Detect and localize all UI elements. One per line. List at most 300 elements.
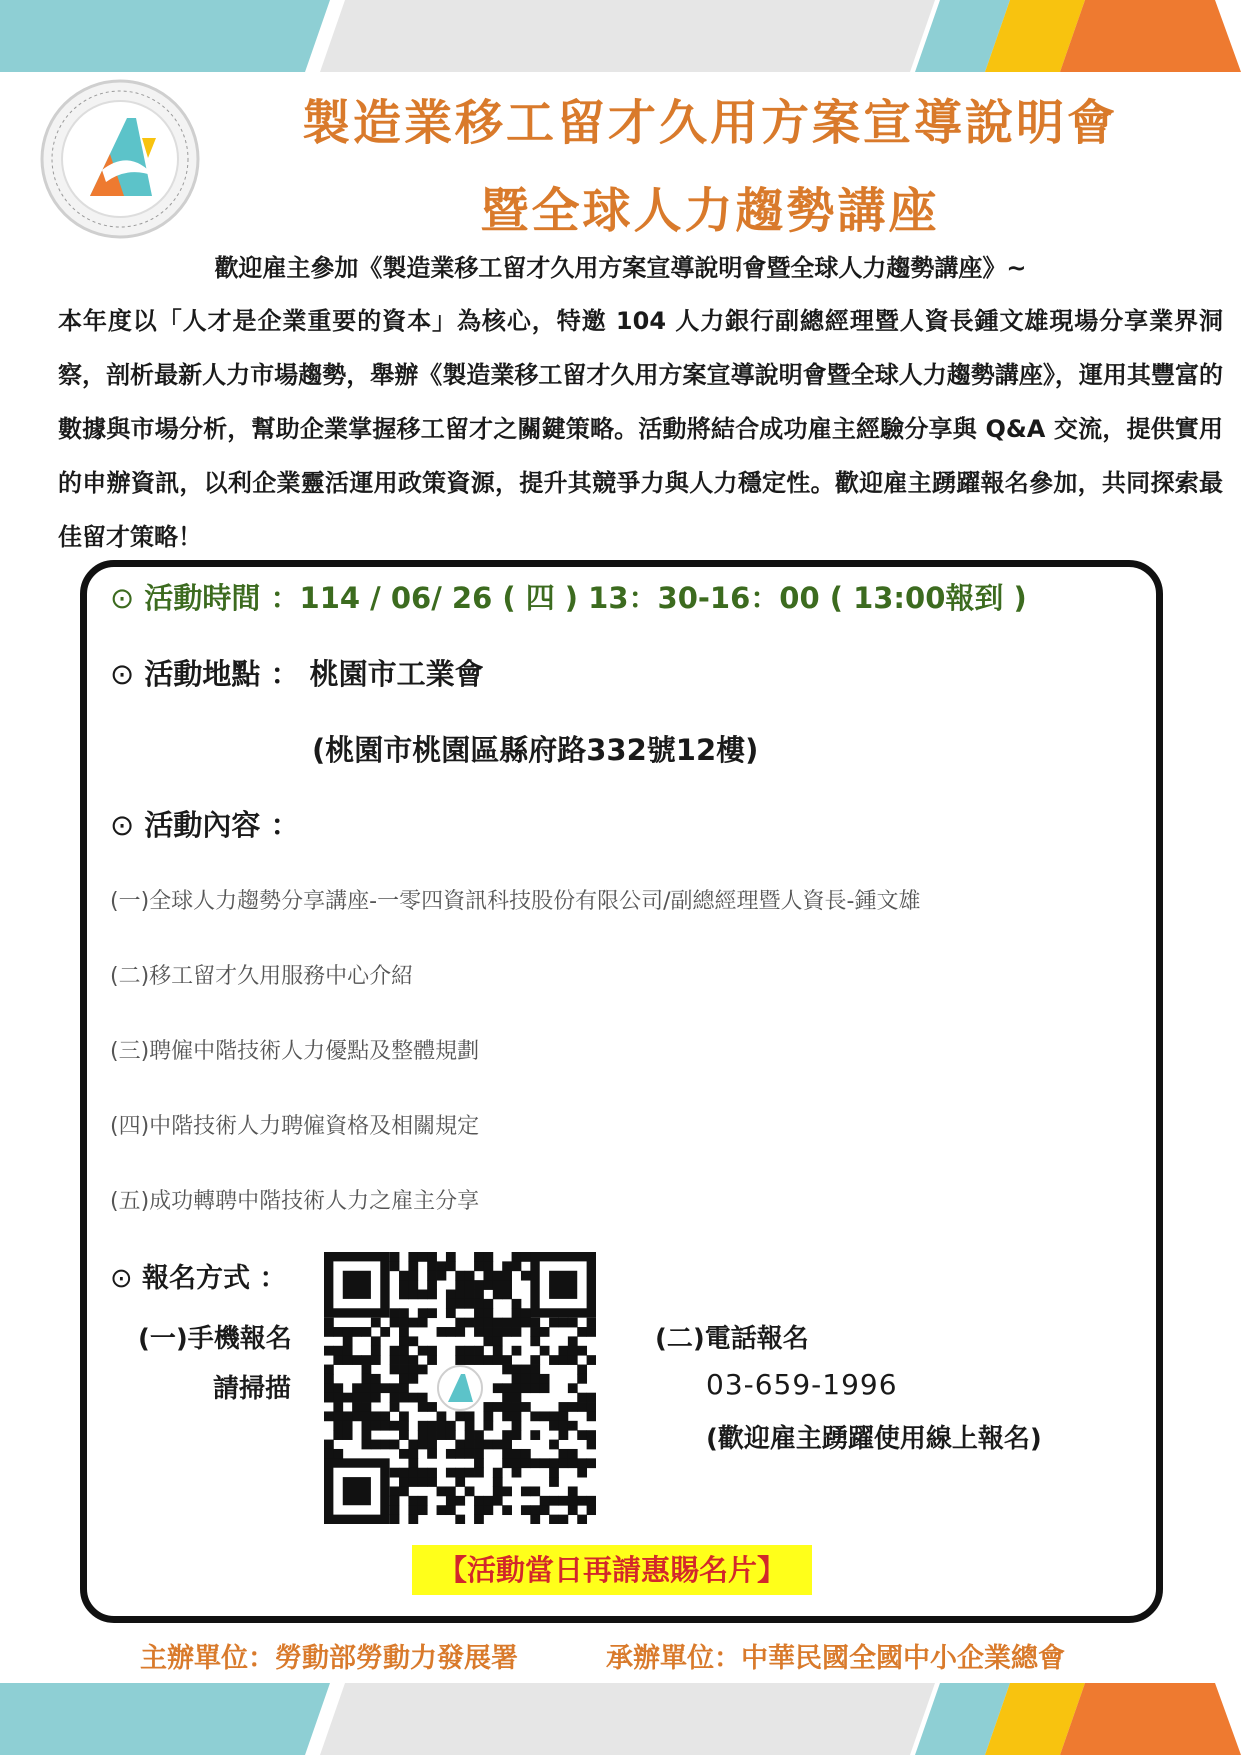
qr-module xyxy=(446,1327,456,1337)
qr-module xyxy=(568,1346,578,1356)
qr-module xyxy=(446,1505,456,1515)
band-grey xyxy=(320,1683,935,1755)
qr-module xyxy=(399,1355,409,1365)
qr-module xyxy=(521,1308,531,1318)
event-time-label: 活動時間 xyxy=(144,581,261,615)
qr-module xyxy=(455,1515,465,1524)
qr-module xyxy=(521,1365,531,1375)
qr-module xyxy=(352,1393,362,1403)
qr-module xyxy=(333,1411,343,1421)
event-place-value: ： 桃園市工業會 xyxy=(270,657,484,691)
qr-module xyxy=(408,1468,418,1478)
qr-module xyxy=(587,1496,596,1506)
qr-module xyxy=(512,1421,522,1431)
qr-module xyxy=(530,1374,540,1384)
qr-module xyxy=(362,1440,372,1450)
qr-module xyxy=(455,1440,465,1450)
qr-module xyxy=(530,1430,540,1440)
qr-module xyxy=(540,1374,550,1384)
qr-module xyxy=(587,1440,596,1450)
qr-module xyxy=(540,1411,550,1421)
qr-module xyxy=(408,1290,418,1300)
qr-module xyxy=(587,1430,596,1440)
qr-module xyxy=(371,1393,381,1403)
qr-module xyxy=(483,1355,493,1365)
event-info-card xyxy=(80,560,1163,1623)
qr-module xyxy=(502,1486,512,1496)
qr-module xyxy=(493,1477,503,1487)
qr-module xyxy=(333,1449,343,1459)
qr-module xyxy=(427,1355,437,1365)
qr-module xyxy=(483,1327,493,1337)
phone-number: 03-659-1996 xyxy=(706,1368,898,1401)
qr-module xyxy=(371,1336,381,1346)
poster-title-line1: 製造業移工留才久用方案宣導說明會 xyxy=(301,95,1118,151)
qr-module xyxy=(493,1402,503,1412)
register-row xyxy=(110,1256,286,1295)
qr-module xyxy=(577,1365,587,1375)
band-teal xyxy=(0,0,330,72)
qr-module xyxy=(521,1486,531,1496)
center-logo xyxy=(32,78,208,240)
qr-module xyxy=(540,1383,550,1393)
qr-module xyxy=(399,1449,409,1459)
qr-module xyxy=(362,1430,372,1440)
qr-module xyxy=(493,1468,503,1478)
qr-module xyxy=(530,1486,540,1496)
qr-module xyxy=(558,1411,568,1421)
qr-module xyxy=(483,1402,493,1412)
qr-module xyxy=(558,1515,568,1524)
agenda-item: (五)成功轉聘中階技術人力之雇主分享 xyxy=(110,1189,480,1214)
qr-module xyxy=(512,1374,522,1384)
qr-module xyxy=(333,1402,343,1412)
qr-module xyxy=(549,1468,559,1478)
qr-module xyxy=(474,1468,484,1478)
qr-module xyxy=(408,1449,418,1459)
qr-module xyxy=(493,1336,503,1346)
qr-module xyxy=(568,1336,578,1346)
qr-module xyxy=(390,1383,400,1393)
qr-module xyxy=(362,1355,372,1365)
qr-module xyxy=(390,1402,400,1412)
bottom-color-band xyxy=(0,1683,1241,1755)
bullet-icon: ⊙ xyxy=(110,808,135,842)
qr-module xyxy=(437,1505,447,1515)
qr-module xyxy=(587,1411,596,1421)
qr-module xyxy=(324,1365,334,1375)
qr-module xyxy=(577,1327,587,1337)
qr-module xyxy=(502,1402,512,1412)
qr-module xyxy=(465,1411,475,1421)
qr-module xyxy=(493,1486,503,1496)
qr-module xyxy=(493,1346,503,1356)
qr-module xyxy=(512,1468,522,1478)
qr-module xyxy=(455,1271,465,1281)
qr-module xyxy=(577,1393,587,1403)
event-content-colon: ： xyxy=(270,808,300,842)
band-orange xyxy=(1060,0,1241,72)
qr-module xyxy=(521,1271,531,1281)
qr-module xyxy=(521,1383,531,1393)
qr-module xyxy=(502,1327,512,1337)
qr-module xyxy=(530,1505,540,1515)
registration-qr-code-icon[interactable] xyxy=(324,1252,596,1524)
qr-module xyxy=(418,1468,428,1478)
qr-module xyxy=(352,1383,362,1393)
qr-module xyxy=(371,1411,381,1421)
qr-module xyxy=(343,1327,353,1337)
qr-module xyxy=(427,1261,437,1271)
qr-module xyxy=(399,1346,409,1356)
qr-module xyxy=(512,1318,522,1328)
qr-module xyxy=(455,1411,465,1421)
qr-module xyxy=(493,1271,503,1281)
qr-module xyxy=(474,1308,484,1318)
qr-module xyxy=(352,1411,362,1421)
qr-module xyxy=(455,1327,465,1337)
qr-module xyxy=(390,1496,400,1506)
qr-module xyxy=(408,1318,418,1328)
qr-module xyxy=(446,1290,456,1300)
qr-module xyxy=(408,1393,418,1403)
qr-module xyxy=(399,1318,409,1328)
qr-module xyxy=(502,1430,512,1440)
qr-module xyxy=(474,1515,484,1524)
qr-module xyxy=(408,1496,418,1506)
qr-module xyxy=(474,1440,484,1450)
qr-module xyxy=(465,1486,475,1496)
qr-module xyxy=(408,1477,418,1487)
qr-module xyxy=(352,1327,362,1337)
qr-module xyxy=(390,1308,400,1318)
qr-module xyxy=(390,1252,400,1262)
qr-module xyxy=(474,1280,484,1290)
event-time-row xyxy=(110,576,1027,617)
qr-module xyxy=(446,1421,456,1431)
qr-module xyxy=(558,1318,568,1328)
qr-module xyxy=(446,1308,456,1318)
qr-module xyxy=(474,1458,484,1468)
qr-module xyxy=(380,1411,390,1421)
qr-module xyxy=(427,1430,437,1440)
qr-module xyxy=(568,1505,578,1515)
qr-module xyxy=(568,1449,578,1459)
qr-module xyxy=(324,1411,334,1421)
qr-module xyxy=(343,1346,353,1356)
event-time-value: ：114 / 06/ 26 ( 四 ) 13：30-16：00 ( 13:00報到 ) xyxy=(270,581,1027,615)
qr-module xyxy=(474,1496,484,1506)
qr-module xyxy=(390,1515,400,1524)
qr-code-graphic xyxy=(324,1252,596,1524)
qr-module xyxy=(380,1383,390,1393)
qr-module xyxy=(540,1327,550,1337)
phone-register-title: (二)電話報名 xyxy=(655,1324,809,1354)
bullet-icon: ⊙ xyxy=(110,657,135,691)
qr-module xyxy=(427,1421,437,1431)
qr-module xyxy=(399,1393,409,1403)
qr-module xyxy=(408,1336,418,1346)
qr-module xyxy=(530,1411,540,1421)
qr-module xyxy=(437,1430,447,1440)
qr-module xyxy=(530,1458,540,1468)
qr-module xyxy=(465,1430,475,1440)
band-teal xyxy=(0,1683,330,1755)
qr-module xyxy=(502,1318,512,1328)
qr-module xyxy=(408,1365,418,1375)
qr-module xyxy=(465,1318,475,1328)
band-grey xyxy=(320,0,935,72)
qr-module xyxy=(474,1505,484,1515)
qr-module xyxy=(399,1374,409,1384)
qr-module xyxy=(549,1496,559,1506)
qr-module xyxy=(427,1280,437,1290)
qr-module xyxy=(568,1458,578,1468)
qr-module xyxy=(465,1280,475,1290)
qr-module xyxy=(446,1496,456,1506)
agenda-item: (二)移工留才久用服務中心介紹 xyxy=(110,964,414,989)
qr-module xyxy=(587,1393,596,1403)
qr-module xyxy=(521,1449,531,1459)
qr-module xyxy=(530,1336,540,1346)
qr-module xyxy=(502,1280,512,1290)
qr-module xyxy=(446,1252,456,1262)
qr-module xyxy=(512,1261,522,1271)
agenda-item: (一)全球人力趨勢分享講座-一零四資訊科技股份有限公司/副總經理暨人資長-鍾文雄 xyxy=(110,889,921,914)
qr-module xyxy=(502,1393,512,1403)
qr-module xyxy=(493,1440,503,1450)
qr-module xyxy=(352,1355,362,1365)
qr-module xyxy=(408,1280,418,1290)
qr-module xyxy=(418,1440,428,1450)
qr-module xyxy=(371,1355,381,1365)
qr-module xyxy=(502,1290,512,1300)
qr-module xyxy=(437,1486,447,1496)
qr-module xyxy=(418,1477,428,1487)
qr-module xyxy=(502,1505,512,1515)
qr-module xyxy=(483,1336,493,1346)
qr-module xyxy=(333,1430,343,1440)
qr-module xyxy=(483,1505,493,1515)
qr-module xyxy=(427,1308,437,1318)
qr-module xyxy=(343,1336,353,1346)
qr-module xyxy=(483,1496,493,1506)
qr-module xyxy=(568,1486,578,1496)
qr-module xyxy=(568,1496,578,1506)
executor-label: 承辦單位：中華民國全國中小企業總會 xyxy=(606,1643,1065,1674)
business-card-notice: 【活動當日再請惠賜名片】 xyxy=(412,1545,812,1595)
qr-module xyxy=(446,1430,456,1440)
qr-module xyxy=(418,1346,428,1356)
qr-module xyxy=(418,1496,428,1506)
qr-module xyxy=(474,1252,484,1262)
qr-module xyxy=(549,1440,559,1450)
qr-module xyxy=(474,1290,484,1300)
qr-module xyxy=(502,1261,512,1271)
qr-module xyxy=(362,1327,372,1337)
organizer-label: 主辦單位：勞動部勞動力發展署 xyxy=(140,1643,518,1674)
qr-module xyxy=(455,1468,465,1478)
qr-module xyxy=(512,1308,522,1318)
qr-module xyxy=(408,1252,418,1262)
qr-module xyxy=(427,1477,437,1487)
qr-module xyxy=(521,1318,531,1328)
qr-module xyxy=(512,1393,522,1403)
qr-module xyxy=(362,1421,372,1431)
qr-module xyxy=(568,1421,578,1431)
qr-module xyxy=(390,1505,400,1515)
qr-module xyxy=(558,1346,568,1356)
qr-module xyxy=(343,1393,353,1403)
qr-module xyxy=(530,1318,540,1328)
qr-module xyxy=(390,1318,400,1328)
qr-module xyxy=(558,1449,568,1459)
qr-module xyxy=(502,1440,512,1450)
qr-module xyxy=(512,1383,522,1393)
event-place-label: 活動地點 xyxy=(144,657,261,691)
qr-module xyxy=(521,1402,531,1412)
qr-module xyxy=(502,1365,512,1375)
qr-module xyxy=(455,1449,465,1459)
qr-module xyxy=(474,1299,484,1309)
qr-module xyxy=(446,1468,456,1478)
qr-module xyxy=(390,1486,400,1496)
qr-module xyxy=(418,1393,428,1403)
qr-module xyxy=(474,1261,484,1271)
qr-module xyxy=(512,1365,522,1375)
qr-module xyxy=(465,1346,475,1356)
bullet-icon: ⊙ xyxy=(110,581,135,615)
qr-module xyxy=(568,1383,578,1393)
qr-module xyxy=(399,1383,409,1393)
qr-module xyxy=(437,1271,447,1281)
qr-module xyxy=(427,1252,437,1262)
qr-module xyxy=(362,1365,372,1375)
qr-module xyxy=(521,1252,531,1262)
qr-module xyxy=(333,1421,343,1431)
qr-module xyxy=(530,1365,540,1375)
mobile-register-title: (一)手機報名 xyxy=(138,1324,292,1354)
qr-module xyxy=(483,1440,493,1450)
event-address: (桃園市桃園區縣府路332號12樓) xyxy=(312,733,759,767)
qr-module xyxy=(577,1374,587,1384)
qr-module xyxy=(371,1318,381,1328)
qr-module xyxy=(427,1440,437,1450)
qr-module xyxy=(540,1346,550,1356)
migrant-workers-center-logo-icon xyxy=(32,78,208,240)
qr-module xyxy=(549,1318,559,1328)
qr-module xyxy=(512,1299,522,1309)
qr-module xyxy=(390,1355,400,1365)
qr-module xyxy=(399,1327,409,1337)
qr-module xyxy=(512,1402,522,1412)
poster-title-line2: 暨全球人力趨勢講座 xyxy=(480,183,940,239)
qr-module xyxy=(577,1496,587,1506)
qr-module xyxy=(399,1280,409,1290)
qr-module xyxy=(418,1505,428,1515)
qr-module xyxy=(408,1271,418,1281)
event-content-row xyxy=(110,803,300,844)
qr-module xyxy=(343,1430,353,1440)
qr-module xyxy=(418,1290,428,1300)
qr-module xyxy=(512,1346,522,1356)
qr-module xyxy=(333,1346,343,1356)
qr-module xyxy=(577,1402,587,1412)
qr-module xyxy=(483,1421,493,1431)
qr-module xyxy=(502,1355,512,1365)
qr-module xyxy=(540,1505,550,1515)
intro-lead: 歡迎雇主參加《製造業移工留才久用方案宣導說明會暨全球人力趨勢講座》~ xyxy=(214,254,1027,282)
qr-module xyxy=(530,1383,540,1393)
top-color-band xyxy=(0,0,1241,72)
qr-module xyxy=(474,1346,484,1356)
qr-module xyxy=(587,1402,596,1412)
qr-module xyxy=(465,1421,475,1431)
qr-module xyxy=(512,1458,522,1468)
qr-module xyxy=(455,1290,465,1300)
qr-module xyxy=(427,1468,437,1478)
bullet-icon: ⊙ xyxy=(110,1263,133,1294)
qr-module xyxy=(324,1440,334,1450)
qr-module xyxy=(324,1327,334,1337)
qr-module xyxy=(502,1449,512,1459)
qr-module xyxy=(399,1290,409,1300)
qr-module xyxy=(333,1327,343,1337)
qr-module xyxy=(558,1355,568,1365)
qr-module xyxy=(418,1365,428,1375)
qr-module xyxy=(521,1505,531,1515)
qr-module xyxy=(324,1449,334,1459)
qr-module xyxy=(502,1271,512,1281)
qr-module xyxy=(474,1318,484,1328)
qr-module xyxy=(587,1318,596,1328)
qr-module xyxy=(587,1355,596,1365)
qr-module xyxy=(483,1308,493,1318)
qr-module xyxy=(324,1346,334,1356)
qr-module xyxy=(483,1411,493,1421)
band-orange xyxy=(1060,1683,1241,1755)
qr-module xyxy=(324,1374,334,1384)
qr-module xyxy=(530,1515,540,1524)
qr-module xyxy=(446,1449,456,1459)
bottom-band-shapes xyxy=(0,1683,1241,1755)
qr-module xyxy=(568,1318,578,1328)
qr-module xyxy=(362,1411,372,1421)
qr-module xyxy=(474,1327,484,1337)
qr-module xyxy=(549,1421,559,1431)
qr-module xyxy=(352,1402,362,1412)
qr-module xyxy=(577,1346,587,1356)
qr-module xyxy=(483,1252,493,1262)
qr-module xyxy=(512,1327,522,1337)
qr-module xyxy=(493,1280,503,1290)
qr-module xyxy=(493,1290,503,1300)
qr-module xyxy=(549,1477,559,1487)
qr-module xyxy=(380,1440,390,1450)
qr-module xyxy=(333,1355,343,1365)
qr-module xyxy=(371,1346,381,1356)
qr-module xyxy=(465,1440,475,1450)
qr-module xyxy=(390,1440,400,1450)
qr-module xyxy=(324,1383,334,1393)
qr-module xyxy=(408,1515,418,1524)
qr-module xyxy=(577,1430,587,1440)
qr-module xyxy=(418,1430,428,1440)
qr-module xyxy=(333,1383,343,1393)
qr-module xyxy=(455,1318,465,1328)
qr-module xyxy=(427,1402,437,1412)
register-label: 報名方式 xyxy=(142,1263,251,1294)
